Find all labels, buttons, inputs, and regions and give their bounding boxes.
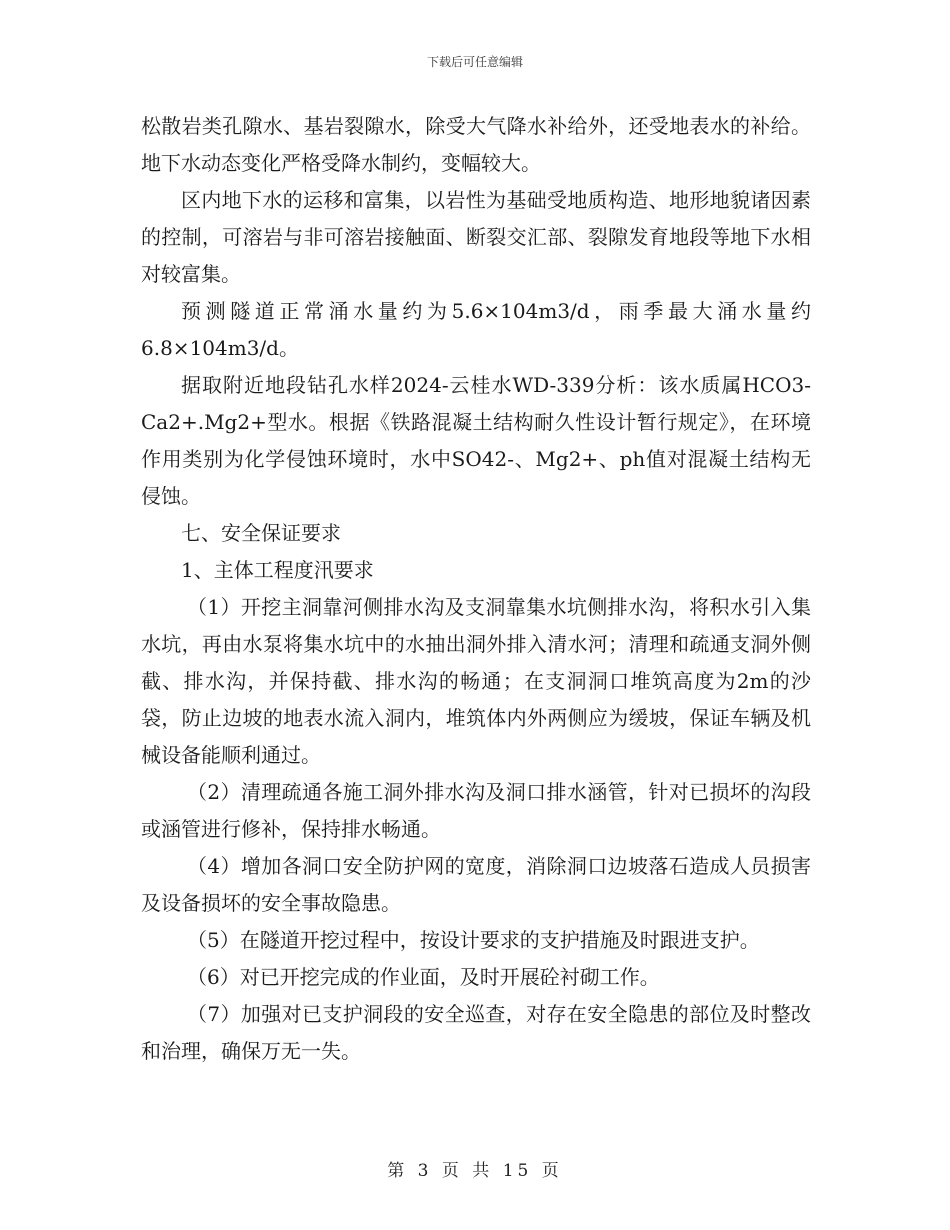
- list-item: （5）在隧道开挖过程中，按设计要求的支护措施及时跟进支护。: [187, 928, 760, 952]
- list-item: （1）开挖主洞靠河侧排水沟及支洞靠集水坑侧排水沟，将积水引入集水坑，再由水泵将集水坑中的水抽出洞外排入清水河；清理和疏通支洞外侧截、排水沟，并保持截、排水沟的畅通；在支洞洞口堆筑高度为2m的沙袋，防止边坡的地表水流入洞内，堆筑体内外两侧应为缓坡，保证车辆及机械设备能顺利通过。: [141, 595, 811, 767]
- paragraph: 松散岩类孔隙水、基岩裂隙水，除受大气降水补给外，还受地表水的补给。地下水动态变化严格受降水制约，变幅较大。: [141, 114, 811, 175]
- paragraph: 预测隧道正常涌水量约为5.6×104m3/d，雨季最大涌水量约6.8×104m3/d。: [141, 299, 811, 360]
- list-item: （6）对已开挖完成的作业面，及时开展砼衬砌工作。: [187, 965, 660, 989]
- list-item: （7）加强对已支护洞段的安全巡查，对存在安全隐患的部位及时整改和治理，确保万无一失。: [141, 1002, 811, 1063]
- subsection-heading: 1、主体工程度汛要求: [181, 558, 374, 582]
- list-item: （2）清理疏通各施工洞外排水沟及洞口排水涵管，针对已损坏的沟段或涵管进行修补，保持排水畅通。: [141, 780, 811, 841]
- document-body: [141, 108, 811, 1070]
- paragraph: 据取附近地段钻孔水样2024-云桂水WD-339分析：该水质属HCO3-Ca2+.Mg2+型水。根据《铁路混凝土结构耐久性设计暂行规定》，在环境作用类别为化学侵蚀环境时，水中SO42-、Mg2+、ph值对混凝土结构无侵蚀。: [141, 373, 811, 508]
- page-header: 下载后可任意编辑: [426, 55, 523, 69]
- paragraph: 区内地下水的运移和富集，以岩性为基础受地质构造、地形地貌诸因素的控制，可溶岩与非可溶岩接触面、断裂交汇部、裂隙发育地段等地下水相对较富集。: [141, 188, 811, 286]
- section-heading: 七、安全保证要求: [181, 521, 341, 545]
- page-number: 第 3 页 共 15 页: [387, 1161, 563, 1181]
- list-item: （4）增加各洞口安全防护网的宽度，消除洞口边坡落石造成人员损害及设备损坏的安全事故隐患。: [141, 854, 811, 915]
